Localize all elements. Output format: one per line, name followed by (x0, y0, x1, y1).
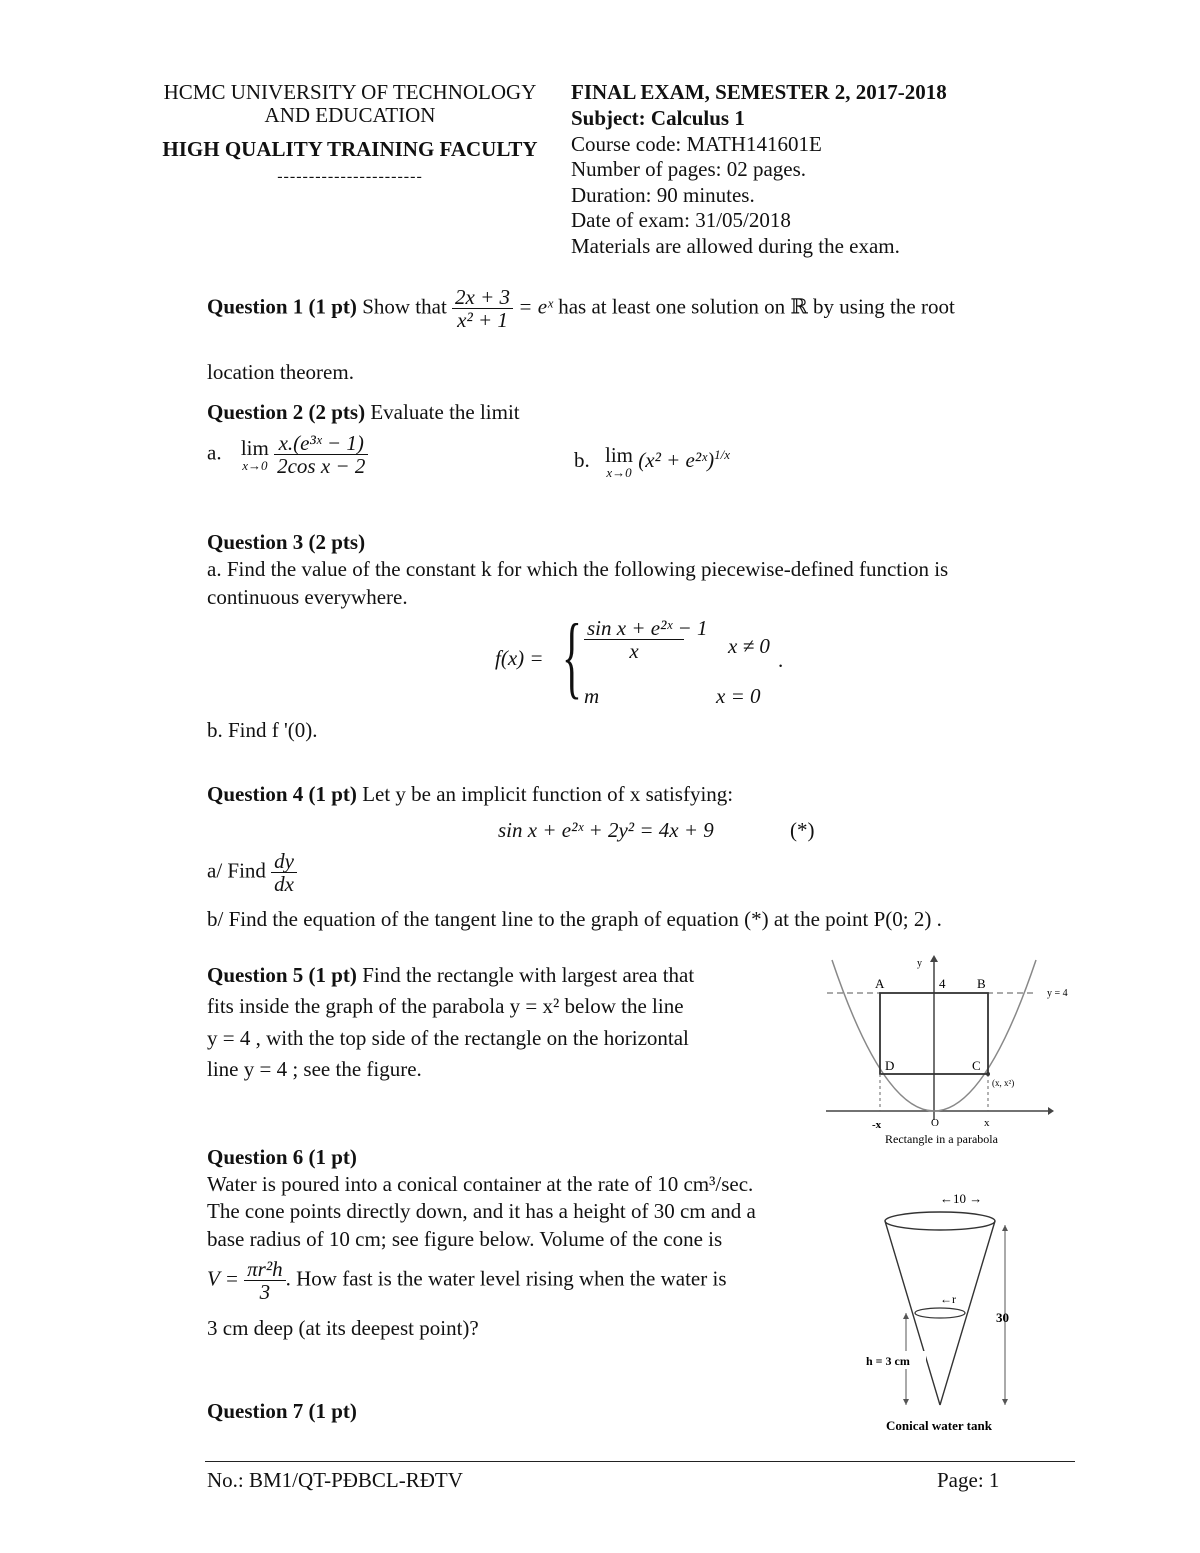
label-r: ←r (940, 1292, 956, 1306)
question-1-fraction (452, 286, 513, 331)
label-4: 4 (939, 976, 946, 991)
question-1-label: Question 1 (1 pt) (207, 294, 357, 319)
question-6-line-4 (207, 1258, 727, 1303)
label-height: 30 (996, 1310, 1009, 1325)
question-3-part-a-text-2: continuous everywhere. (207, 585, 408, 609)
parabola-figure (822, 950, 1068, 1150)
question-6-label: Question 6 (1 pt) (207, 1145, 357, 1169)
case-1-condition: x ≠ 0 (728, 634, 770, 658)
question-1-text-b: has at least one solution on ℝ by using the root (558, 294, 955, 319)
duration: Duration: 90 minutes. (571, 183, 755, 207)
equation-tag: (*) (790, 818, 815, 842)
course-code: Course code: MATH141601E (571, 132, 822, 156)
fraction-numerator: dy (271, 850, 297, 873)
question-5-line-2: fits inside the graph of the parabola y = x² below the line (207, 994, 684, 1018)
materials-note: Materials are allowed during the exam. (571, 234, 900, 258)
fraction-denominator: dx (274, 872, 294, 897)
label-water-depth: h = 3 cm (866, 1354, 910, 1368)
university-name-line1: HCMC UNIVERSITY OF TECHNOLOGY (163, 80, 537, 104)
cone-left-side (885, 1221, 940, 1405)
fraction-numerator: πr²h (244, 1258, 286, 1281)
question-4-text: Let y be an implicit function of x satisfying: (362, 782, 734, 806)
question-3-part-a-text: a. Find the value of the constant k for which the following piecewise-defined function is (207, 557, 949, 581)
derivative-fraction (271, 850, 297, 895)
label-origin: O (931, 1117, 939, 1129)
y-axis-arrow-icon (930, 955, 938, 962)
question-6-line-5: 3 cm deep (at its deepest point)? (207, 1316, 479, 1340)
label-a: A (875, 976, 885, 991)
fraction-denominator: 2cos x − 2 (277, 454, 366, 479)
label-x: x (984, 1117, 990, 1129)
volume-fraction (244, 1258, 286, 1303)
water-level-ellipse (915, 1308, 965, 1318)
limit-operator (240, 435, 269, 473)
question-2-label: Question 2 (2 pts) (207, 400, 366, 424)
question-2-heading (207, 400, 520, 425)
exam-subject: Subject: Calculus 1 (571, 106, 745, 130)
question-3-part-b: b. Find f '(0). (207, 718, 318, 742)
fraction-numerator: sin x + e²ˣ − 1 (584, 617, 684, 640)
fraction-denominator: x (629, 639, 639, 664)
question-2-part-a (207, 432, 368, 477)
piecewise-period: . (778, 648, 784, 672)
question-2-part-b (574, 445, 730, 479)
fraction-numerator: x.(e³ˣ − 1) (274, 432, 368, 455)
piecewise-brace: { (562, 605, 582, 707)
exam-date: Date of exam: 31/05/2018 (571, 208, 791, 232)
label-neg-x: -x (872, 1119, 882, 1131)
question-5-label: Question 5 (1 pt) (207, 963, 357, 987)
footer-document-number: No.: BM1/QT-PĐBCL-RĐTV (207, 1468, 463, 1492)
question-6-text-4: . How fast is the water level rising when the water is (285, 1266, 727, 1291)
question-4-part-b: b/ Find the equation of the tangent line to the graph of equation (*) at the point P(0; 2) . (207, 907, 942, 931)
label-d: D (885, 1058, 895, 1073)
question-5-line-3: y = 4 , with the top side of the rectangle on the horizontal (207, 1026, 689, 1050)
limit-text: lim (605, 443, 634, 467)
depth-arrow-up-icon (903, 1313, 909, 1319)
university-name-line2: AND EDUCATION (264, 103, 436, 127)
case-2-value: m (584, 684, 600, 708)
footer-divider (205, 1461, 1075, 1462)
question-4-label: Question 4 (1 pt) (207, 782, 357, 806)
limit-b-exponent: 1/x (714, 446, 730, 462)
header-rule: ----------------------- (277, 168, 423, 185)
limit-operator (605, 445, 633, 479)
fraction-denominator: 3 (259, 1280, 271, 1305)
height-arrow-up-icon (1002, 1225, 1008, 1231)
cone-top-ellipse (885, 1212, 995, 1230)
exam-title: FINAL EXAM, SEMESTER 2, 2017-2018 (571, 80, 947, 104)
implicit-equation: sin x + e²ˣ + 2y² = 4x + 9 (498, 818, 714, 842)
cone-figure (860, 1185, 1040, 1440)
volume-lhs: V = (207, 1266, 239, 1291)
depth-arrow-down-icon (903, 1399, 909, 1405)
height-arrow-down-icon (1002, 1399, 1008, 1405)
footer-page-number: Page: 1 (937, 1468, 1000, 1492)
case-2-condition: x = 0 (716, 684, 761, 708)
question-5-text-1: Find the rectangle with largest area that (362, 963, 695, 987)
fraction-numerator: 2x + 3 (452, 286, 513, 309)
label-point: (x, x²) (992, 1078, 1015, 1088)
cone-caption: Conical water tank (886, 1418, 992, 1433)
case-1-fraction (584, 616, 708, 664)
question-3-label: Question 3 (2 pts) (207, 530, 366, 554)
number-of-pages: Number of pages: 02 pages. (571, 157, 807, 181)
label-y-eq-4: y = 4 (1047, 988, 1068, 999)
piecewise-fx: f(x) = (495, 646, 544, 670)
question-6-line-1: Water is poured into a conical container at the rate of 10 cm³/sec. (207, 1172, 754, 1196)
question-1-text-c: location theorem. (207, 360, 354, 384)
question-4-heading (207, 782, 733, 807)
x-axis-arrow-icon (1048, 1107, 1054, 1115)
question-2-text: Evaluate the limit (370, 400, 520, 424)
question-6-line-3: base radius of 10 cm; see figure below. Volume of the cone is (207, 1227, 723, 1251)
part-a-text: a/ Find (207, 858, 266, 883)
cone-right-side (940, 1221, 995, 1405)
limit-text: lim (240, 435, 269, 460)
question-5-line-1 (207, 963, 694, 988)
fraction-denominator: x² + 1 (457, 308, 508, 333)
limit-a-fraction (274, 432, 368, 477)
question-1-eq: = eˣ (518, 294, 553, 319)
question-5-line-4: line y = 4 ; see the figure. (207, 1057, 422, 1081)
point-c-dot (986, 1072, 990, 1076)
label-b: B (977, 976, 986, 991)
limit-subscript: x→0 (606, 465, 632, 480)
faculty-name: HIGH QUALITY TRAINING FACULTY (162, 137, 538, 161)
limit-b-expression: (x² + e²ˣ) (638, 447, 715, 472)
question-4-part-a (207, 850, 297, 895)
limit-subscript: x→0 (242, 457, 268, 473)
label-top-radius: ←10 → (940, 1191, 983, 1206)
piecewise-case-1 (584, 616, 708, 664)
question-7-label: Question 7 (1 pt) (207, 1399, 357, 1423)
part-a-label: a. (207, 440, 222, 465)
label-c: C (972, 1058, 981, 1073)
question-1-text-a: Show that (362, 294, 447, 319)
label-y: y (917, 958, 922, 969)
question-1 (207, 286, 955, 331)
part-b-label: b. (574, 447, 590, 472)
question-6-line-2: The cone points directly down, and it has a height of 30 cm and a (207, 1199, 756, 1223)
parabola-caption: Rectangle in a parabola (885, 1132, 998, 1146)
